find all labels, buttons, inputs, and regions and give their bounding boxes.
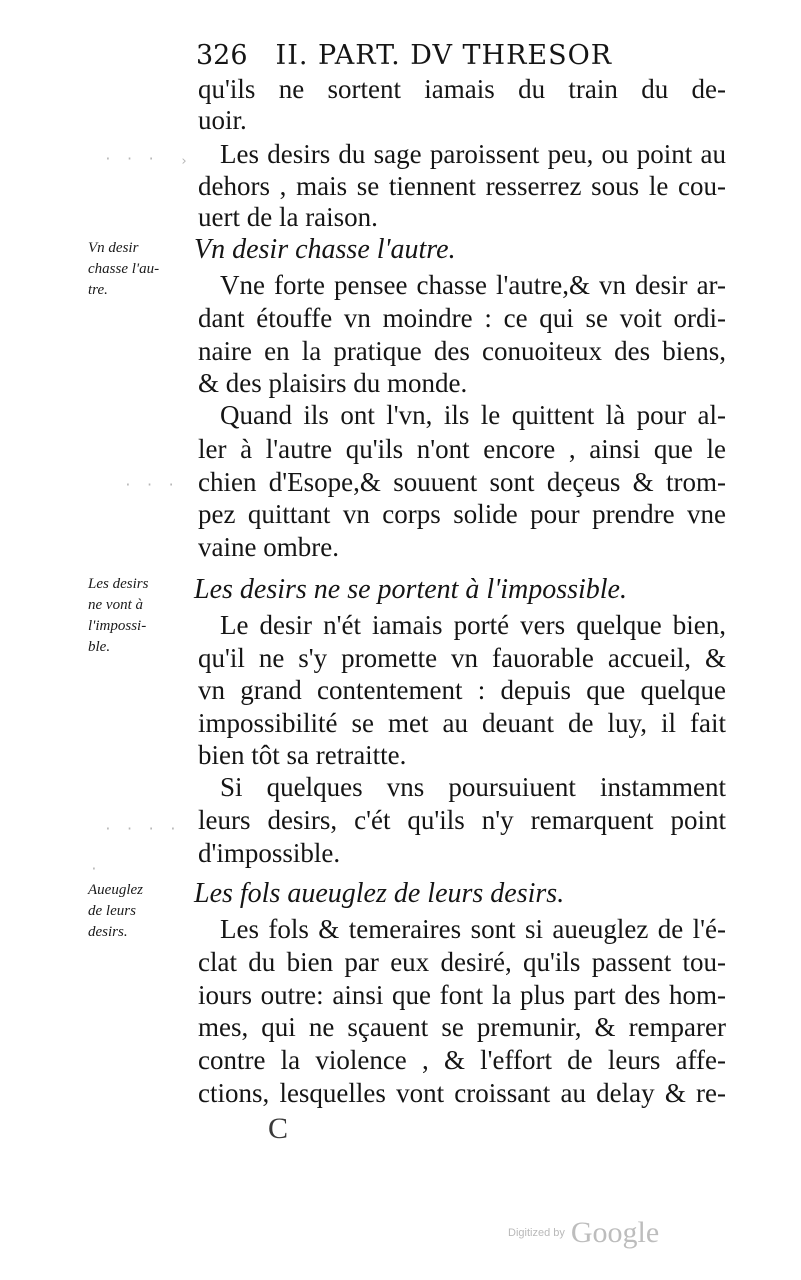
- margin-note-line: desirs.: [88, 924, 128, 940]
- text-line: chien d'Esope,& souuent sont deçeus & trom-: [198, 467, 726, 497]
- show-through-speckle: · · ·: [124, 478, 179, 493]
- show-through-speckle: · · · ·: [104, 822, 180, 837]
- show-through-speckle: ›: [180, 154, 191, 169]
- text-line: d'impossible.: [198, 838, 341, 868]
- margin-note-line: tre.: [88, 282, 108, 298]
- running-head: [196, 38, 726, 74]
- margin-note-line: Les desirs: [88, 576, 149, 592]
- margin-note-line: Aueuglez: [88, 882, 143, 898]
- google-watermark: [508, 1216, 659, 1252]
- text-line: impossibilité se met au deuant de luy, il fait: [198, 708, 726, 738]
- text-line: uert de la raison.: [198, 202, 378, 232]
- text-line: leurs desirs, c'ét qu'ils n'y remarquent point: [198, 805, 726, 835]
- text-line: Quand ils ont l'vn, ils le quittent là pour al-: [220, 400, 726, 430]
- margin-note: [88, 574, 184, 658]
- text-line: Le desir n'ét iamais porté vers quelque bien,: [220, 610, 726, 640]
- running-title: II. PART. DV THRESOR: [275, 40, 613, 71]
- text-line: iours outre: ainsi que font la plus part des hom-: [198, 980, 726, 1010]
- text-line: naire en la pratique des conuoiteux des biens,: [198, 336, 726, 366]
- text-line: Les desirs du sage paroissent peu, ou point au: [220, 139, 726, 169]
- text-line: bien tôt sa retraitte.: [198, 740, 407, 770]
- margin-note-line: de leurs: [88, 903, 136, 919]
- text-line: clat du bien par eux desiré, qu'ils passent tou-: [198, 947, 726, 977]
- google-logo: Google: [570, 1216, 660, 1249]
- text-line: & des plaisirs du monde.: [198, 368, 468, 398]
- text-line: ler à l'autre qu'ils n'ont encore , ainsi que le: [198, 434, 726, 464]
- text-line: dant étouffe vn moindre : ce qui se voit ordi-: [198, 303, 726, 333]
- margin-note: [88, 238, 184, 301]
- text-line: vaine ombre.: [198, 532, 339, 562]
- section-heading: Vn desir chasse l'autre.: [194, 234, 456, 265]
- section-heading: Les fols aueuglez de leurs desirs.: [194, 878, 565, 909]
- text-line: uoir.: [198, 105, 247, 135]
- show-through-speckle: · · ·: [104, 152, 159, 167]
- margin-note: [88, 880, 184, 943]
- text-line: mes, qui ne sçauent se premunir, & remparer: [198, 1012, 726, 1042]
- watermark-prefix: Digitized by: [508, 1227, 565, 1239]
- text-line: Vne forte pensee chasse l'autre,& vn desir ar-: [220, 270, 726, 300]
- margin-note-line: ne vont à: [88, 597, 143, 613]
- text-line: Si quelques vns poursuiuent instamment: [220, 772, 726, 802]
- text-line: qu'il ne s'y promette vn fauorable accueil, &: [198, 643, 726, 673]
- text-line: contre la violence , & l'effort de leurs affe-: [198, 1045, 726, 1075]
- text-line: qu'ils ne sortent iamais du train du de-: [198, 74, 726, 104]
- text-line: dehors , mais se tiennent resserrez sous le cou-: [198, 171, 726, 201]
- text-line: Les fols & temeraires sont si aueuglez de l'é-: [220, 914, 726, 944]
- signature-mark: C: [268, 1112, 289, 1145]
- page-number: 326: [196, 40, 248, 71]
- text-line: vn grand contentement : depuis que quelque: [198, 675, 726, 705]
- margin-note-line: l'impossi-: [88, 618, 147, 634]
- margin-note-line: chasse l'au-: [88, 261, 160, 277]
- margin-note-line: ble.: [88, 639, 111, 655]
- section-heading: Les desirs ne se portent à l'impossible.: [194, 574, 627, 605]
- text-line: ctions, lesquelles vont croissant au delay & re-: [198, 1078, 726, 1108]
- show-through-speckle: ·: [90, 862, 101, 877]
- text-line: pez quittant vn corps solide pour prendre vne: [198, 499, 726, 529]
- margin-note-line: Vn desir: [88, 240, 139, 256]
